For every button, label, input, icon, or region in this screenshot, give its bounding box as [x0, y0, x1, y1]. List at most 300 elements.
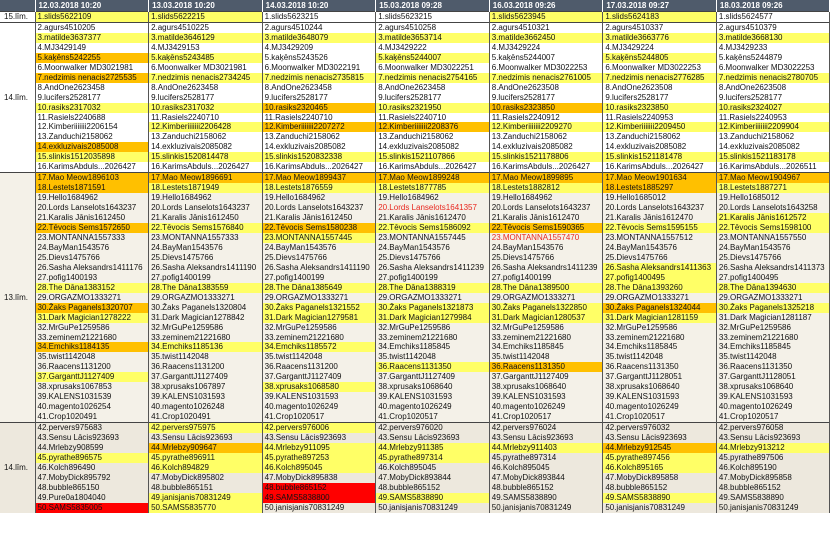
- player-cell: 48.bubble865152: [262, 483, 376, 493]
- player-cell: 44.Mrlebzy909647: [149, 443, 263, 453]
- player-cell: 44.Mrlebzy911095: [262, 443, 376, 453]
- player-cell: 16.KarimsAbduls...2026427: [35, 162, 149, 172]
- player-cell: 34.Emchiks1185845: [603, 342, 717, 352]
- player-cell: 6.Moonwalker MD3022253: [489, 63, 603, 73]
- player-cell: 33.zeminem21221680: [716, 333, 830, 343]
- table-row: [0, 73, 830, 83]
- player-cell: 35.twist1142048: [262, 352, 376, 362]
- player-cell: 22.Tēvocis Sems1572650: [35, 223, 149, 233]
- player-cell: 47.MobyDick895792: [35, 473, 149, 483]
- player-cell: 24.BayMan1543576: [603, 243, 717, 253]
- player-cell: 27.pofig1400199: [489, 273, 603, 283]
- player-cell: 46.Kolch895190: [716, 463, 830, 473]
- player-cell: 37.GarganttJ1127409: [376, 372, 490, 382]
- player-cell: 50.janisjanis70831249: [716, 503, 830, 513]
- table-row: [0, 493, 830, 503]
- player-cell: 13.Zanduchi2158062: [262, 132, 376, 142]
- player-cell: 14.exkluzivais2085008: [35, 142, 149, 152]
- table-row: [0, 313, 830, 323]
- player-cell: 49.janisjanis70831249: [149, 493, 263, 503]
- player-cell: 45.pyrathe897314: [376, 453, 490, 463]
- table-row: [0, 22, 830, 32]
- player-cell: 4.MJ3429209: [262, 43, 376, 53]
- player-cell: 42.pervers976020: [376, 423, 490, 433]
- player-cell: 27.pofig1400199: [376, 273, 490, 283]
- table-row: [0, 382, 830, 392]
- player-cell: 1.slids5623215: [376, 12, 490, 23]
- player-cell: 43.Sensu Lācis923693: [262, 433, 376, 443]
- player-cell: 28.The Dāna1385649: [262, 283, 376, 293]
- table-row: [0, 443, 830, 453]
- player-cell: 21.Karalis Jānis1612572: [716, 213, 830, 223]
- table-row: [0, 132, 830, 142]
- player-cell: 12.Kimberiiiiiii2209450: [603, 122, 717, 132]
- player-cell: 35.twist1142048: [376, 352, 490, 362]
- player-cell: 48.bubble865152: [603, 483, 717, 493]
- player-cell: 25.Dievs1475766: [489, 253, 603, 263]
- player-cell: 45.pyrathe896575: [35, 453, 149, 463]
- player-cell: 49.SAMS5838800: [262, 493, 376, 503]
- player-cell: 9.lucifers2528177: [716, 93, 830, 103]
- player-cell: 7.nedzimis nenacis2754165: [376, 73, 490, 83]
- player-cell: 32.MrGuPe1259586: [603, 323, 717, 333]
- player-cell: 40.magento1026249: [262, 402, 376, 412]
- player-cell: 32.MrGuPe1259586: [489, 323, 603, 333]
- level-label: 14.līm.: [0, 423, 35, 513]
- player-cell: 43.Sensu Lācis923693: [376, 433, 490, 443]
- player-cell: 3.matilde3653714: [376, 33, 490, 43]
- player-cell: 10.rasiks2320465: [262, 103, 376, 113]
- player-cell: 28.The Dāna1389500: [489, 283, 603, 293]
- table-row: [0, 43, 830, 53]
- player-cell: 40.magento1026249: [716, 402, 830, 412]
- player-cell: 47.MobyDick895858: [603, 473, 717, 483]
- player-cell: 33.zeminem21221680: [489, 333, 603, 343]
- player-cell: 6.Moonwalker MD3022191: [262, 63, 376, 73]
- player-cell: 11.Rasiels2240710: [149, 113, 263, 123]
- player-cell: 34.Emchiks1185572: [262, 342, 376, 352]
- player-cell: 34.Emchiks1185845: [489, 342, 603, 352]
- player-cell: 37.GarganttJ1127409: [35, 372, 149, 382]
- table-row: [0, 303, 830, 313]
- player-cell: 3.matilde3646129: [149, 33, 263, 43]
- table-row: [0, 233, 830, 243]
- table-row: [0, 103, 830, 113]
- player-cell: 31.Dark Magician1281159: [603, 313, 717, 323]
- player-cell: 38.xprusaks1068640: [489, 382, 603, 392]
- date-header: 14.03.2018 10:20: [262, 0, 376, 12]
- player-cell: 20.Lords Lanselots1643258: [716, 203, 830, 213]
- player-cell: 20.Lords Lanselots1641357: [376, 203, 490, 213]
- player-cell: 11.Rasiels2240912: [489, 113, 603, 123]
- player-cell: 40.magento1026254: [35, 402, 149, 412]
- player-cell: 16.KarimsAbduls...2026427: [262, 162, 376, 172]
- player-cell: 12.Kimberiiiiiii2208376: [376, 122, 490, 132]
- player-cell: 22.Tēvocis Sems1595155: [603, 223, 717, 233]
- table-row: [0, 213, 830, 223]
- player-cell: 20.Lords Lanselots1643237: [262, 203, 376, 213]
- player-cell: 36.Raacens1131200: [35, 362, 149, 372]
- player-cell: 29.ORGAZMO1333271: [489, 293, 603, 303]
- table-row: [0, 293, 830, 303]
- player-cell: 4.MJ3429224: [603, 43, 717, 53]
- player-cell: 16.KarimsAbduls...2026427: [149, 162, 263, 172]
- player-cell: 36.Raacens1131350: [376, 362, 490, 372]
- player-cell: 35.twist1142048: [603, 352, 717, 362]
- player-cell: 13.Zanduchi2158062: [35, 132, 149, 142]
- player-cell: 1.slids5624183: [603, 12, 717, 23]
- player-cell: 32.MrGuPe1259586: [35, 323, 149, 333]
- player-cell: 48.bubble865152: [716, 483, 830, 493]
- player-cell: 5.kaķēns5244879: [716, 53, 830, 63]
- player-cell: 50.SAMS5835770: [149, 503, 263, 513]
- player-cell: 23.MONTANNA1557512: [603, 233, 717, 243]
- player-cell: 44.Mrlebzy911385: [376, 443, 490, 453]
- player-cell: 17.Mao Meow1896691: [149, 173, 263, 183]
- player-cell: 8.AndOne2623458: [376, 83, 490, 93]
- player-cell: 4.MJ3429222: [376, 43, 490, 53]
- player-cell: 32.MrGuPe1259586: [149, 323, 263, 333]
- player-cell: 15.slinkis1521181478: [603, 152, 717, 162]
- player-cell: 18.Lestets1877785: [376, 183, 490, 193]
- player-cell: 43.Sensu Lācis923693: [489, 433, 603, 443]
- player-cell: 47.MobyDick893844: [489, 473, 603, 483]
- player-cell: 39.KALENS1031593: [149, 392, 263, 402]
- player-cell: 49.SAMS5838890: [489, 493, 603, 503]
- date-header: 17.03.2018 09:27: [603, 0, 717, 12]
- date-header: 16.03.2018 09:26: [489, 0, 603, 12]
- player-cell: 26.Sasha Aleksandrs1411176: [35, 263, 149, 273]
- player-cell: 15.slinkis1521183178: [716, 152, 830, 162]
- player-cell: 20.Lords Lanselots1643237: [35, 203, 149, 213]
- player-cell: 21.Karalis Jānis1612470: [376, 213, 490, 223]
- table-row: [0, 122, 830, 132]
- player-cell: 13.Zanduchi2158062: [716, 132, 830, 142]
- player-cell: 9.lucifers2528177: [262, 93, 376, 103]
- player-cell: 41.Crop1020517: [603, 412, 717, 422]
- player-cell: 10.rasiks2323850: [603, 103, 717, 113]
- player-cell: 40.magento1026249: [376, 402, 490, 412]
- table-row: [0, 402, 830, 412]
- player-cell: 41.Crop1020517: [716, 412, 830, 422]
- player-cell: 26.Sasha Aleksandrs1411190: [262, 263, 376, 273]
- player-cell: 5.kaķēns5244007: [489, 53, 603, 63]
- player-cell: 42.pervers976024: [489, 423, 603, 433]
- player-cell: 3.matilde3648079: [262, 33, 376, 43]
- table-row: [0, 333, 830, 343]
- player-cell: 6.Moonwalker MD3021981: [149, 63, 263, 73]
- player-cell: 21.Karalis Jānis1612470: [603, 213, 717, 223]
- table-row: [0, 152, 830, 162]
- player-cell: 40.magento1026248: [149, 402, 263, 412]
- player-cell: 46.Kolch895045: [489, 463, 603, 473]
- player-cell: 19.Hello1684962: [35, 193, 149, 203]
- player-cell: 48.bubble865152: [376, 483, 490, 493]
- player-cell: 49.SAMS5838890: [716, 493, 830, 503]
- player-cell: 24.BayMan1543576: [716, 243, 830, 253]
- player-cell: 45.pyrathe897314: [489, 453, 603, 463]
- player-cell: 8.AndOne2623508: [489, 83, 603, 93]
- player-cell: 38.xprusaks1067853: [35, 382, 149, 392]
- player-cell: 38.xprusaks1068640: [716, 382, 830, 392]
- table-row: [0, 352, 830, 362]
- player-cell: 40.magento1026249: [603, 402, 717, 412]
- table-row: [0, 203, 830, 213]
- table-row: [0, 273, 830, 283]
- table-row: [0, 323, 830, 333]
- player-cell: 32.MrGuPe1259586: [262, 323, 376, 333]
- player-cell: 42.pervers976006: [262, 423, 376, 433]
- player-cell: 32.MrGuPe1259586: [716, 323, 830, 333]
- player-cell: 26.Sasha Aleksandrs1411373: [716, 263, 830, 273]
- player-cell: 2.agurs4510244: [262, 22, 376, 32]
- player-cell: 21.Karalis Jānis1612450: [149, 213, 263, 223]
- player-cell: 31.Dark Magician1281187: [716, 313, 830, 323]
- player-cell: 21.Karalis Jānis1612450: [262, 213, 376, 223]
- player-cell: 19.Hello1684962: [149, 193, 263, 203]
- player-cell: 31.Dark Magician1280537: [489, 313, 603, 323]
- player-cell: 44.Mrlebzy913212: [716, 443, 830, 453]
- player-cell: 37.GarganttJ1127409: [149, 372, 263, 382]
- player-cell: 25.Dievs1475766: [149, 253, 263, 263]
- player-cell: 9.lucifers2528177: [376, 93, 490, 103]
- player-cell: 25.Dievs1475766: [716, 253, 830, 263]
- player-cell: 7.nedzimis nenacis2761005: [489, 73, 603, 83]
- player-cell: 31.Dark Magician1278222: [35, 313, 149, 323]
- player-cell: 28.The Dāna1394630: [716, 283, 830, 293]
- player-cell: 39.KALENS1031593: [603, 392, 717, 402]
- table-row: [0, 463, 830, 473]
- player-cell: 10.rasiks2317032: [149, 103, 263, 113]
- player-cell: 25.Dievs1475766: [603, 253, 717, 263]
- player-cell: 30.Žaks Paganels1322850: [489, 303, 603, 313]
- table-row: [0, 503, 830, 513]
- player-cell: 17.Mao Meow1901634: [603, 173, 717, 183]
- player-cell: 7.nedzimis nenacis2780705: [716, 73, 830, 83]
- player-cell: 45.pyrathe897506: [716, 453, 830, 463]
- table-row: [0, 423, 830, 433]
- player-cell: 16.KarimsAbduls...2026427: [489, 162, 603, 172]
- player-cell: 27.pofig1400495: [716, 273, 830, 283]
- player-cell: 49.SAMS5838890: [376, 493, 490, 503]
- player-cell: 12.Kimberiiiiiii2209270: [489, 122, 603, 132]
- player-cell: 1.slids5623945: [489, 12, 603, 23]
- player-cell: 48.bubble865151: [149, 483, 263, 493]
- player-cell: 43.Sensu Lācis923693: [149, 433, 263, 443]
- table-row: [0, 263, 830, 273]
- header-corner: [0, 0, 35, 12]
- player-cell: 39.KALENS1031593: [262, 392, 376, 402]
- player-cell: 7.nedzimis nenacis2776285: [603, 73, 717, 83]
- player-cell: 48.bubble865152: [489, 483, 603, 493]
- player-cell: 38.xprusaks1068640: [603, 382, 717, 392]
- level-label: 14.līm.: [0, 22, 35, 172]
- player-cell: 43.Sensu Lācis923693: [35, 433, 149, 443]
- player-cell: 3.matilde3668130: [716, 33, 830, 43]
- player-cell: 11.Rasiels2240688: [35, 113, 149, 123]
- player-cell: 38.xprusaks1068580: [262, 382, 376, 392]
- player-cell: 36.Raacens1131200: [262, 362, 376, 372]
- player-cell: 2.agurs4510258: [376, 22, 490, 32]
- player-cell: 1.slids5622109: [35, 12, 149, 23]
- player-cell: 3.matilde3662450: [489, 33, 603, 43]
- player-cell: 22.Tēvocis Sems1598100: [716, 223, 830, 233]
- player-cell: 9.lucifers2528177: [35, 93, 149, 103]
- player-cell: 19.Hello1684962: [262, 193, 376, 203]
- date-header: 18.03.2018 09:26: [716, 0, 830, 12]
- header-row: [0, 0, 830, 12]
- player-cell: 27.pofig1400199: [262, 273, 376, 283]
- player-cell: 39.KALENS1031539: [35, 392, 149, 402]
- player-cell: 50.SAMS5835005: [35, 503, 149, 513]
- player-cell: 20.Lords Lanselots1643237: [489, 203, 603, 213]
- player-cell: 28.The Dāna1388319: [376, 283, 490, 293]
- player-cell: 14.exkluzivais2085082: [149, 142, 263, 152]
- player-cell: 42.pervers976058: [716, 423, 830, 433]
- player-cell: 12.Kimberiiiiiii2206154: [35, 122, 149, 132]
- player-cell: 30.Žaks Paganels1324044: [603, 303, 717, 313]
- player-cell: 28.The Dāna1383559: [149, 283, 263, 293]
- player-cell: 26.Sasha Aleksandrs1411239: [489, 263, 603, 273]
- player-cell: 35.twist1142048: [35, 352, 149, 362]
- player-cell: 42.pervers975683: [35, 423, 149, 433]
- player-cell: 33.zeminem21221680: [603, 333, 717, 343]
- player-cell: 5.kaķēns5242255: [35, 53, 149, 63]
- player-cell: 24.BayMan1543576: [376, 243, 490, 253]
- player-cell: 39.KALENS1031593: [489, 392, 603, 402]
- player-cell: 29.ORGAZMO1333271: [262, 293, 376, 303]
- player-cell: 10.rasiks2323850: [489, 103, 603, 113]
- player-cell: 32.MrGuPe1259586: [376, 323, 490, 333]
- player-cell: 34.Emchiks1185136: [149, 342, 263, 352]
- player-cell: 17.Mao Meow1899895: [489, 173, 603, 183]
- player-cell: 26.Sasha Aleksandrs1411363: [603, 263, 717, 273]
- player-cell: 34.Emchiks1185845: [376, 342, 490, 352]
- player-cell: 13.Zanduchi2158062: [149, 132, 263, 142]
- player-cell: 49.SAMS5838890: [603, 493, 717, 503]
- player-cell: 22.Tēvocis Sems1586092: [376, 223, 490, 233]
- player-cell: 29.ORGAZMO1333271: [603, 293, 717, 303]
- player-cell: 44.Mrlebzy912545: [603, 443, 717, 453]
- player-cell: 9.lucifers2528177: [603, 93, 717, 103]
- player-cell: 13.Zanduchi2158062: [489, 132, 603, 142]
- player-cell: 46.Kolch895165: [603, 463, 717, 473]
- player-cell: 9.lucifers2528177: [489, 93, 603, 103]
- player-cell: 6.Moonwalker MD3022253: [716, 63, 830, 73]
- player-cell: 16.KarimsAbduls...2026511: [716, 162, 830, 172]
- player-cell: 7.nedzimis nenacis2735815: [262, 73, 376, 83]
- player-cell: 17.Mao Meow1904967: [716, 173, 830, 183]
- player-cell: 27.pofig1400495: [603, 273, 717, 283]
- player-cell: 11.Rasiels2240710: [376, 113, 490, 123]
- player-cell: 23.MONTANNA1557445: [262, 233, 376, 243]
- date-header: 12.03.2018 10:20: [35, 0, 149, 12]
- player-cell: 26.Sasha Aleksandrs1411239: [376, 263, 490, 273]
- table-row: [0, 173, 830, 183]
- player-cell: 43.Sensu Lācis923693: [603, 433, 717, 443]
- player-cell: 22.Tēvocis Sems1590365: [489, 223, 603, 233]
- date-header: 15.03.2018 09:28: [376, 0, 490, 12]
- player-cell: 33.zeminem21221680: [149, 333, 263, 343]
- player-cell: 41.Crop1020517: [376, 412, 490, 422]
- player-cell: 11.Rasiels2240953: [603, 113, 717, 123]
- player-cell: 37.GarganttJ1128051: [603, 372, 717, 382]
- table-row: [0, 362, 830, 372]
- player-cell: 34.Emchiks1185845: [716, 342, 830, 352]
- player-cell: 5.kaķēns5243485: [149, 53, 263, 63]
- player-cell: 18.Lestets1876559: [262, 183, 376, 193]
- table-row: [0, 342, 830, 352]
- player-cell: 50.janisjanis70831249: [489, 503, 603, 513]
- player-cell: 12.Kimberiiiiiii2209904: [716, 122, 830, 132]
- player-cell: 1.slids5624577: [716, 12, 830, 23]
- date-header: 13.03.2018 10:20: [149, 0, 263, 12]
- player-cell: 25.Dievs1475766: [376, 253, 490, 263]
- player-cell: 46.Kolch894829: [149, 463, 263, 473]
- player-cell: 1.slids5623215: [262, 12, 376, 23]
- player-cell: 25.Dievs1475766: [35, 253, 149, 263]
- player-cell: 17.Mao Meow1899437: [262, 173, 376, 183]
- player-cell: 12.Kimberiiiiiii2206428: [149, 122, 263, 132]
- player-cell: 20.Lords Lanselots1643237: [603, 203, 717, 213]
- player-cell: 35.twist1142048: [489, 352, 603, 362]
- table-row: [0, 93, 830, 103]
- player-cell: 8.AndOne2623458: [35, 83, 149, 93]
- player-cell: 24.BayMan1543576: [35, 243, 149, 253]
- table-row: [0, 12, 830, 23]
- table-row: [0, 453, 830, 463]
- player-cell: 8.AndOne2623508: [603, 83, 717, 93]
- player-cell: 38.xprusaks1068640: [376, 382, 490, 392]
- player-cell: 18.Lestets1871591: [35, 183, 149, 193]
- player-cell: 34.Emchiks1184135: [35, 342, 149, 352]
- player-cell: 8.AndOne2623458: [149, 83, 263, 93]
- player-cell: 45.pyrathe896911: [149, 453, 263, 463]
- player-cell: 44.Mrlebzy911403: [489, 443, 603, 453]
- player-cell: 36.Raacens1131350: [489, 362, 603, 372]
- player-cell: 19.Hello1685012: [716, 193, 830, 203]
- player-cell: 33.zeminem21221680: [376, 333, 490, 343]
- player-cell: 15.slinkis1521107866: [376, 152, 490, 162]
- player-cell: 44.Mrlebzy908599: [35, 443, 149, 453]
- player-cell: 11.Rasiels2240710: [262, 113, 376, 123]
- player-cell: 2.agurs4510205: [35, 22, 149, 32]
- player-cell: 36.Raacens1131200: [149, 362, 263, 372]
- player-cell: 7.nedzimis nenacis2725535: [35, 73, 149, 83]
- player-cell: 6.Moonwalker MD3022253: [603, 63, 717, 73]
- player-cell: 23.MONTANNA1557470: [489, 233, 603, 243]
- table-row: [0, 243, 830, 253]
- player-cell: 31.Dark Magician1278842: [149, 313, 263, 323]
- table-row: [0, 223, 830, 233]
- player-cell: 24.BayMan1543576: [262, 243, 376, 253]
- level-label: 15.līm.: [0, 12, 35, 23]
- player-cell: 14.exkluzivais2085082: [262, 142, 376, 152]
- player-cell: 50.janisjanis70831249: [603, 503, 717, 513]
- player-cell: 36.Raacens1131350: [716, 362, 830, 372]
- player-cell: 23.MONTANNA1557445: [376, 233, 490, 243]
- player-cell: 33.zeminem21221680: [262, 333, 376, 343]
- player-cell: 23.MONTANNA1557333: [149, 233, 263, 243]
- player-cell: 50.janisjanis70831249: [262, 503, 376, 513]
- table-row: [0, 142, 830, 152]
- player-cell: 43.Sensu Lācis923693: [716, 433, 830, 443]
- level-label: 13.līm.: [0, 173, 35, 423]
- player-cell: 46.Kolch896490: [35, 463, 149, 473]
- player-cell: 36.Raacens1131350: [603, 362, 717, 372]
- player-cell: 2.agurs4510321: [489, 22, 603, 32]
- player-cell: 16.KarimsAbduls...2026427: [376, 162, 490, 172]
